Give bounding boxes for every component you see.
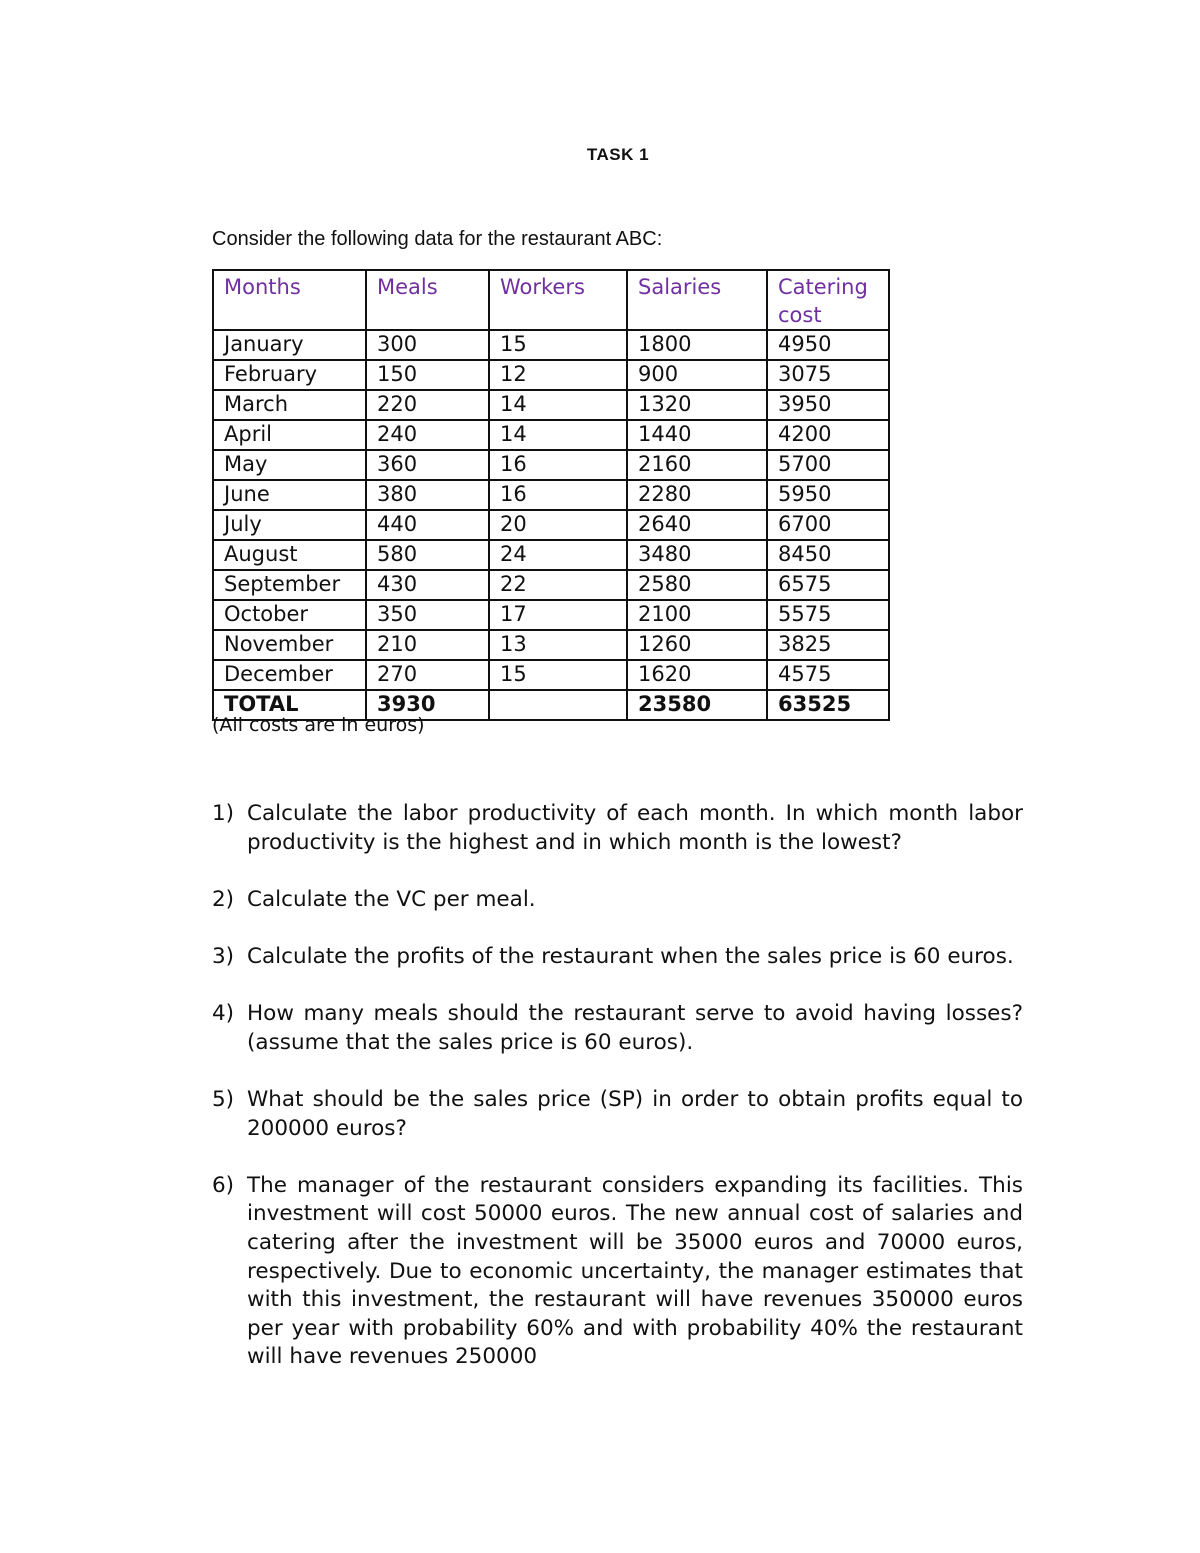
cell-catering-cost: 5950: [767, 480, 889, 510]
question-item: [212, 800, 1023, 857]
question-text: What should be the sales price (SP) in order to obtain profits equal to 200000 euros?: [247, 1086, 1023, 1141]
cell-meals: 350: [366, 600, 489, 630]
cell-meals: 380: [366, 480, 489, 510]
cell-meals: 580: [366, 540, 489, 570]
table-row: [213, 360, 889, 390]
total-salaries: 23580: [627, 690, 767, 720]
cell-meals: 240: [366, 420, 489, 450]
cell-catering-cost: 3950: [767, 390, 889, 420]
table-row: [213, 600, 889, 630]
total-meals: 3930: [366, 690, 489, 720]
question-number: 5): [212, 1086, 235, 1112]
question-item: [212, 1172, 1023, 1372]
cell-month: December: [213, 660, 366, 690]
header-salaries: Salaries: [627, 270, 767, 330]
cell-meals: 270: [366, 660, 489, 690]
cell-meals: 210: [366, 630, 489, 660]
cell-salaries: 3480: [627, 540, 767, 570]
cell-month: March: [213, 390, 366, 420]
cell-month: August: [213, 540, 366, 570]
cell-catering-cost: 4950: [767, 330, 889, 360]
cell-salaries: 1800: [627, 330, 767, 360]
total-workers: [489, 690, 627, 720]
cell-workers: 15: [489, 330, 627, 360]
cell-workers: 16: [489, 480, 627, 510]
cell-catering-cost: 3825: [767, 630, 889, 660]
page-title: TASK 1: [586, 145, 650, 164]
intro-text: Consider the following data for the restaurant ABC:: [212, 228, 663, 250]
cell-workers: 24: [489, 540, 627, 570]
cell-workers: 20: [489, 510, 627, 540]
table-row: [213, 570, 889, 600]
cell-salaries: 2160: [627, 450, 767, 480]
question-item: [212, 943, 1023, 972]
cell-meals: 220: [366, 390, 489, 420]
cell-salaries: 2640: [627, 510, 767, 540]
cell-workers: 13: [489, 630, 627, 660]
cell-salaries: 2580: [627, 570, 767, 600]
cell-month: January: [213, 330, 366, 360]
question-text: Calculate the labor productivity of each month. In which month labor productivity is the highest and in which month is the lowest?: [247, 801, 1023, 855]
cell-workers: 14: [489, 390, 627, 420]
cell-month: July: [213, 510, 366, 540]
cell-month: May: [213, 450, 366, 480]
question-item: [212, 886, 1023, 915]
question-item: [212, 1086, 1023, 1143]
cell-salaries: 1260: [627, 630, 767, 660]
table-row: [213, 630, 889, 660]
question-text: Calculate the VC per meal.: [247, 886, 536, 912]
cell-workers: 14: [489, 420, 627, 450]
cell-meals: 150: [366, 360, 489, 390]
table-row: [213, 390, 889, 420]
question-list: [212, 800, 1023, 1400]
table-row: [213, 330, 889, 360]
cell-catering-cost: 8450: [767, 540, 889, 570]
question-text: The manager of the restaurant considers expanding its facilities. This investment will cost 50000 euros. The new annual cost of salaries and catering after the investment will be 35000 euros and 70000 euros, respectively. Due to economic uncertainty, the manager estimates that with this investment, the restaurant will have revenues 350000 euros per year with probability 60% and with probability 40% the restaurant will have revenues 250000: [247, 1172, 1023, 1370]
table-header-row: [213, 270, 889, 330]
cell-salaries: 2280: [627, 480, 767, 510]
cell-salaries: 1320: [627, 390, 767, 420]
table-row: [213, 480, 889, 510]
table-row: [213, 660, 889, 690]
header-workers: Workers: [489, 270, 627, 330]
cell-month: February: [213, 360, 366, 390]
currency-note: (All costs are in euros): [212, 714, 425, 736]
table-row: [213, 420, 889, 450]
cell-salaries: 1440: [627, 420, 767, 450]
cell-salaries: 2100: [627, 600, 767, 630]
cell-meals: 440: [366, 510, 489, 540]
question-number: 1): [212, 801, 235, 826]
question-number: 6): [212, 1172, 235, 1198]
table-row: [213, 540, 889, 570]
cell-catering-cost: 4575: [767, 660, 889, 690]
question-item: [212, 1000, 1023, 1057]
restaurant-data-table: [212, 269, 890, 721]
cell-catering-cost: 6575: [767, 570, 889, 600]
cell-month: April: [213, 420, 366, 450]
cell-workers: 16: [489, 450, 627, 480]
table-body: [213, 330, 889, 720]
header-months: Months: [213, 270, 366, 330]
cell-catering-cost: 3075: [767, 360, 889, 390]
cell-month: September: [213, 570, 366, 600]
cell-meals: 300: [366, 330, 489, 360]
cell-month: June: [213, 480, 366, 510]
cell-workers: 15: [489, 660, 627, 690]
cell-meals: 430: [366, 570, 489, 600]
question-number: 4): [212, 1001, 235, 1027]
question-text: Calculate the profits of the restaurant when the sales price is 60 euros.: [247, 943, 1014, 969]
question-number: 3): [212, 943, 235, 969]
total-catering-cost: 63525: [767, 690, 889, 720]
cell-catering-cost: 6700: [767, 510, 889, 540]
cell-workers: 22: [489, 570, 627, 600]
cell-month: October: [213, 600, 366, 630]
cell-salaries: 900: [627, 360, 767, 390]
cell-catering-cost: 5575: [767, 600, 889, 630]
cell-salaries: 1620: [627, 660, 767, 690]
question-number: 2): [212, 886, 235, 912]
table-row: [213, 510, 889, 540]
header-catering-cost: Catering cost: [767, 270, 889, 330]
cell-workers: 12: [489, 360, 627, 390]
cell-workers: 17: [489, 600, 627, 630]
cell-meals: 360: [366, 450, 489, 480]
total-month: TOTAL: [213, 690, 366, 720]
header-meals: Meals: [366, 270, 489, 330]
cell-month: November: [213, 630, 366, 660]
cell-catering-cost: 5700: [767, 450, 889, 480]
table-row: [213, 450, 889, 480]
cell-catering-cost: 4200: [767, 420, 889, 450]
question-text: How many meals should the restaurant serve to avoid having losses? (assume that the sales price is 60 euros).: [247, 1001, 1023, 1055]
